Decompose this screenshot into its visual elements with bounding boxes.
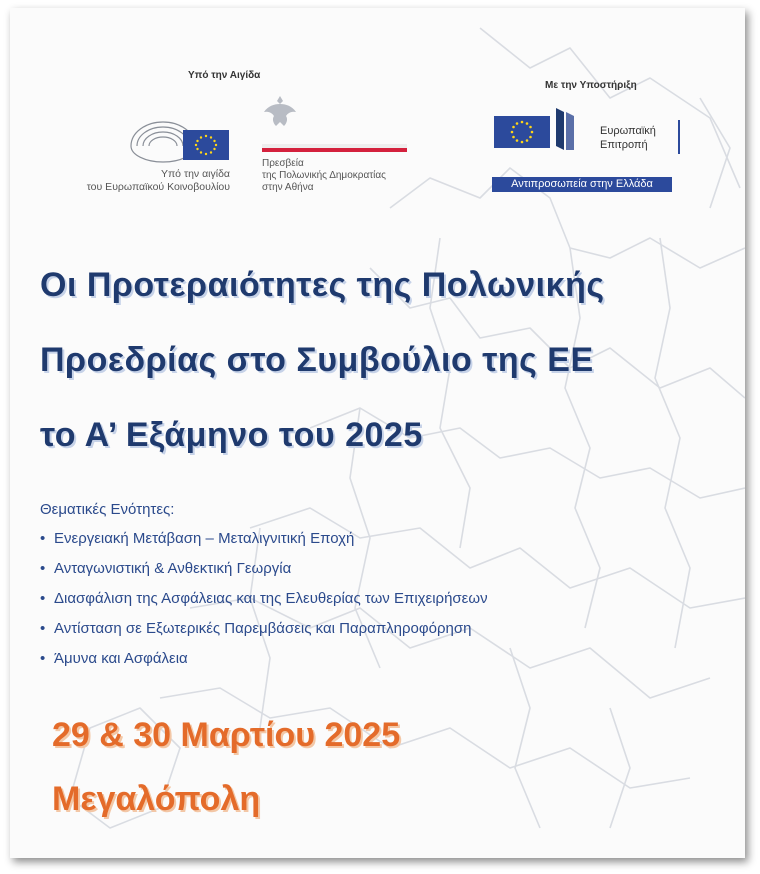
bullet: • — [40, 590, 46, 607]
ep-caption-line: Υπό την αιγίδα — [160, 168, 230, 180]
poland-flag-red-stripe — [262, 148, 407, 152]
pl-caption-line: στην Αθήνα — [262, 182, 314, 193]
pl-caption-line: Πρεσβεία — [262, 158, 304, 169]
polish-eagle-emblem — [260, 92, 300, 132]
ep-caption-line: του Ευρωπαϊκού Κοινοβουλίου — [86, 181, 230, 193]
ec-name-line: Ευρωπαϊκή — [600, 125, 656, 137]
support-heading: Με την Υποστήριξη — [545, 80, 637, 91]
theme-item — [40, 650, 488, 680]
theme-item — [40, 620, 488, 650]
pl-caption — [262, 158, 422, 194]
theme-item — [40, 590, 488, 620]
theme-text: Διασφάλιση της Ασφάλειας και της Ελευθερίας των Επιχειρήσεων — [54, 590, 488, 607]
pl-caption-line: της Πολωνικής Δημοκρατίας — [262, 170, 386, 181]
ec-representation-bar: Αντιπροσωπεία στην Ελλάδα — [492, 177, 672, 192]
theme-text: Ενεργειακή Μετάβαση – Μεταλιγνιτική Εποχή — [54, 530, 355, 547]
ec-name — [600, 124, 656, 152]
bullet: • — [40, 650, 46, 667]
event-location: Μεγαλόπολη — [52, 780, 261, 818]
title-line-1: Οι Προτεραιότητες της Πολωνικής — [40, 266, 605, 304]
theme-text: Ανταγωνιστική & Ανθεκτική Γεωργία — [54, 560, 292, 577]
ec-name-line: Επιτροπή — [600, 139, 648, 151]
ep-caption — [30, 168, 230, 194]
event-date: 29 & 30 Μαρτίου 2025 — [52, 716, 401, 754]
theme-text: Άμυνα και Ασφάλεια — [54, 650, 188, 667]
patronage-heading: Υπό την Αιγίδα — [188, 70, 261, 81]
european-parliament-logo — [125, 108, 235, 168]
bullet: • — [40, 620, 46, 637]
european-commission-logo — [494, 104, 584, 152]
theme-text: Αντίσταση σε Εξωτερικές Παρεμβάσεις και Παραπληροφόρηση — [54, 620, 472, 637]
themes-list — [40, 530, 488, 680]
bullet: • — [40, 560, 46, 577]
poster — [10, 8, 745, 858]
theme-item — [40, 560, 488, 590]
ec-divider — [678, 120, 680, 154]
title-line-2: Προεδρίας στο Συμβούλιο της ΕΕ — [40, 341, 594, 379]
themes-heading: Θεματικές Ενότητες: — [40, 501, 175, 518]
title-line-3: το Α’ Εξάμηνο του 2025 — [40, 416, 423, 454]
bullet: • — [40, 530, 46, 547]
theme-item — [40, 530, 488, 560]
